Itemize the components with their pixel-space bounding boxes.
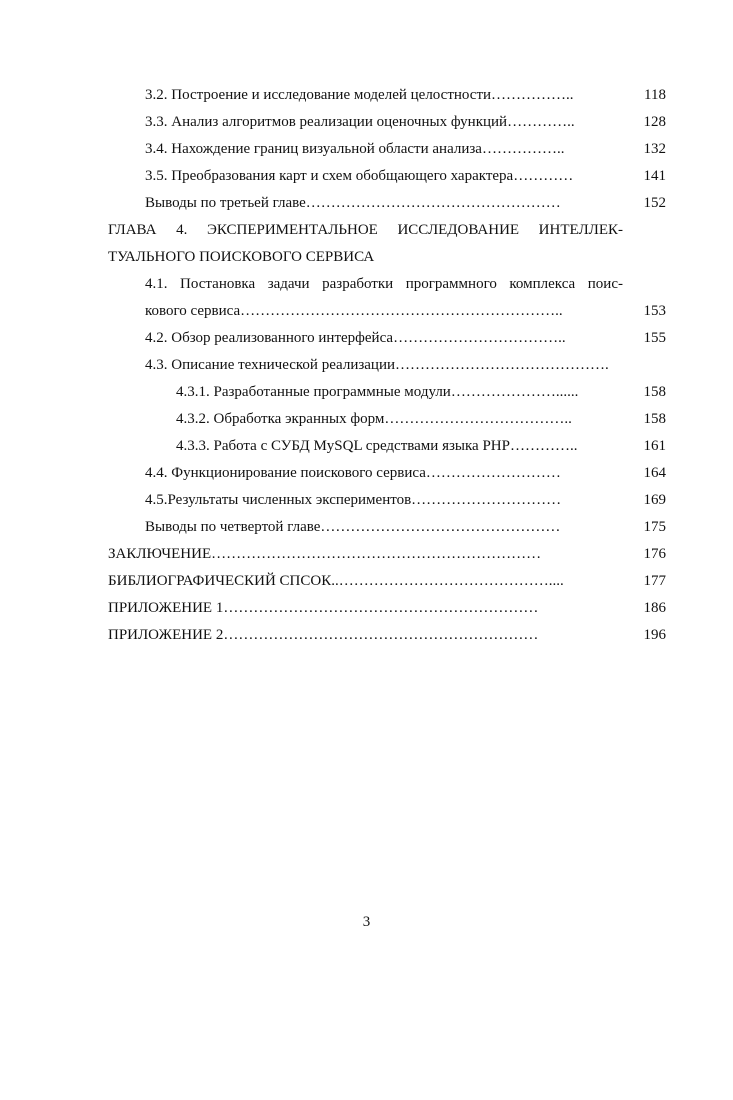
toc-entry-4-1-line1: 4.1. Постановка задачи разработки программного комплекса поис- bbox=[145, 276, 623, 292]
toc-entry-bibliography-page: 177 bbox=[643, 573, 666, 589]
toc-entry-4-2-label: 4.2. Обзор реализованного интерфейса…………………………….. bbox=[145, 330, 566, 346]
toc-entry-conclusion-page: 176 bbox=[643, 546, 666, 562]
toc-entry-3-3-page: 128 bbox=[643, 114, 666, 130]
toc-entry-3-2-page: 118 bbox=[644, 87, 666, 103]
toc-entry-appendix-2-page: 196 bbox=[643, 627, 666, 643]
toc-entry-4-3-3-label: 4.3.3. Работа с СУБД MySQL средствами языка PHP………….. bbox=[176, 438, 578, 454]
toc-chapter-4-heading-line2: ТУАЛЬНОГО ПОИСКОВОГО СЕРВИСА bbox=[108, 249, 375, 265]
page-number: 3 bbox=[362, 914, 371, 930]
toc-entry-ch4-conclusion-page: 175 bbox=[643, 519, 666, 535]
toc-entry-ch4-conclusion-label: Выводы по четвертой главе………………………………………… bbox=[145, 519, 561, 535]
toc-entry-4-3-1-page: 158 bbox=[643, 384, 666, 400]
toc-entry-4-2-page: 155 bbox=[643, 330, 666, 346]
toc-entry-4-5-label: 4.5.Результаты численных экспериментов………………………… bbox=[145, 492, 562, 508]
toc-entry-4-3-1-label: 4.3.1. Разработанные программные модули…………………...... bbox=[176, 384, 579, 400]
toc-entry-4-4-page: 164 bbox=[643, 465, 666, 481]
toc-entry-4-1-page: 153 bbox=[643, 303, 666, 319]
toc-entry-4-1-label: кового сервиса……………………………………………………….. bbox=[145, 303, 563, 319]
toc-entry-3-2-label: 3.2. Построение и исследование моделей целостности…………….. bbox=[145, 87, 574, 103]
toc-entry-3-5-page: 141 bbox=[643, 168, 666, 184]
toc-entry-4-3-3-page: 161 bbox=[643, 438, 666, 454]
toc-entry-3-4-label: 3.4. Нахождение границ визуальной области анализа…………….. bbox=[145, 141, 565, 157]
toc-entry-4-3-2-page: 158 bbox=[643, 411, 666, 427]
toc-entry-appendix-1-page: 186 bbox=[643, 600, 666, 616]
toc-entry-bibliography-label: БИБЛИОГРАФИЧЕСКИЙ СПСОК..…………………………………….... bbox=[108, 573, 564, 589]
toc-entry-4-4-label: 4.4. Функционирование поискового сервиса……………………… bbox=[145, 465, 561, 481]
toc-chapter-4-heading-line1: ГЛАВА 4. ЭКСПЕРИМЕНТАЛЬНОЕ ИССЛЕДОВАНИЕ ИНТЕЛЛЕК- bbox=[108, 222, 623, 238]
toc-entry-3-5-label: 3.5. Преобразования карт и схем обобщающего характера………… bbox=[145, 168, 574, 184]
toc-entry-conclusion-label: ЗАКЛЮЧЕНИЕ………………………………………………………… bbox=[108, 546, 542, 562]
toc-entry-4-5-page: 169 bbox=[643, 492, 666, 508]
toc-entry-appendix-1-label: ПРИЛОЖЕНИЕ 1……………………………………………………… bbox=[108, 600, 539, 616]
toc-entry-appendix-2-label: ПРИЛОЖЕНИЕ 2……………………………………………………… bbox=[108, 627, 539, 643]
toc-entry-3-4-page: 132 bbox=[643, 141, 666, 157]
toc-entry-ch3-conclusion-label: Выводы по третьей главе…………………………………………… bbox=[145, 195, 561, 211]
toc-entry-4-3-label: 4.3. Описание технической реализации……………………………………. bbox=[145, 357, 609, 373]
toc-entry-ch3-conclusion-page: 152 bbox=[643, 195, 666, 211]
toc-entry-4-3-2-label: 4.3.2. Обработка экранных форм……………………………….. bbox=[176, 411, 572, 427]
toc-entry-3-3-label: 3.3. Анализ алгоритмов реализации оценочных функций………….. bbox=[145, 114, 575, 130]
